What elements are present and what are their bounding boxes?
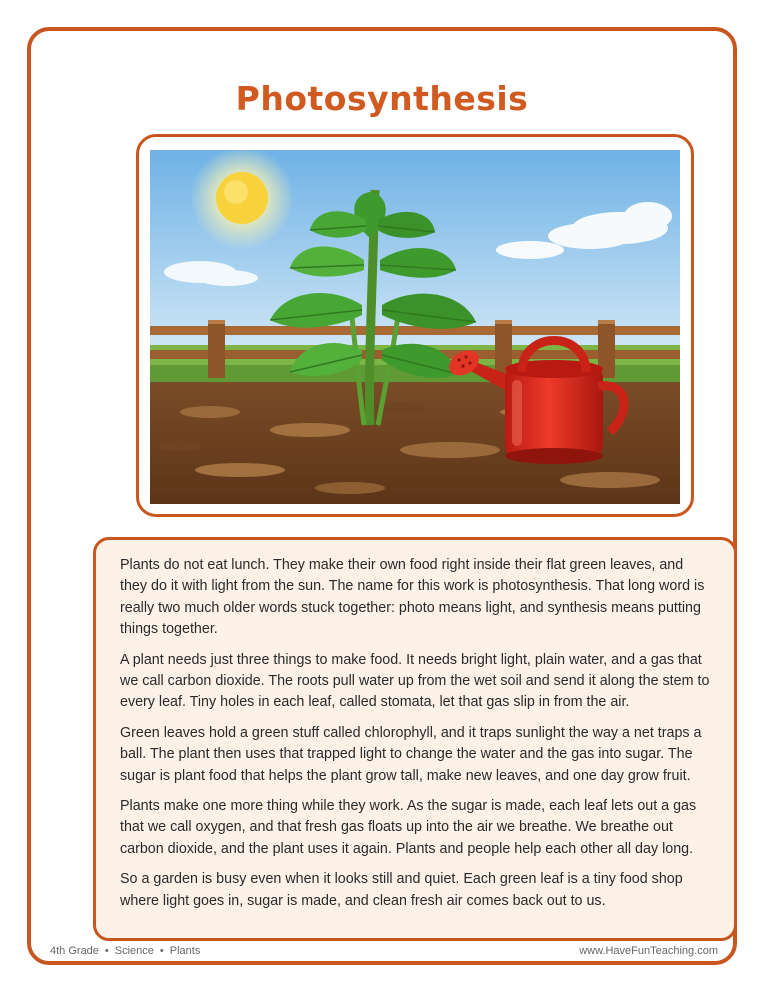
footer-website[interactable]: www.HaveFunTeaching.com — [579, 945, 718, 957]
footer-breadcrumb — [50, 945, 200, 957]
paragraph: A plant needs just three things to make food. It needs bright light, plain water, and a gas that we call carbon dioxide. The roots pull water up from the wet soil and send it along the stem to every leaf. Tiny holes in each leaf, called stomata, let that gas slip in from the air. — [120, 651, 710, 711]
footer-subject: Science — [114, 945, 154, 957]
garden-illustration — [150, 150, 680, 504]
illustration-frame — [136, 134, 694, 517]
paragraph: So a garden is busy even when it looks still and quiet. Each green leaf is a tiny food shop where light goes in, sugar is made, and clean fresh air comes back out to us. — [120, 871, 683, 909]
paragraph: Green leaves hold a green stuff called chlorophyll, and it traps sunlight the way a net traps a ball. The plant then uses that trapped light to change the water and the gas into sugar. The sugar is plant food that helps the plant grow tall, make new leaves, and one day grow fruit. — [120, 724, 702, 784]
worksheet-page — [27, 27, 737, 965]
page-title: Photosynthesis — [235, 79, 529, 118]
footer-topic: Plants — [169, 945, 201, 957]
bullet-icon: • — [104, 945, 109, 957]
reading-passage — [93, 537, 737, 941]
paragraph: Plants make one more thing while they work. As the sugar is made, each leaf lets out a gas that we call oxygen, and that fresh gas floats up into the air we breathe. We breathe out carbon dioxide, and the plant uses it again. Plants and people help each other all day long. — [120, 798, 697, 857]
paragraph: Plants do not eat lunch. They make their own food right inside their flat green leaves, and they do it with light from the sun. The name for this work is photosynthesis. That long word is really two much older words stuck together: photo means light, and synthesis means putting things together. — [120, 557, 705, 638]
bullet-icon: • — [159, 945, 164, 957]
footer-grade: 4th Grade — [50, 945, 99, 957]
sun-icon — [190, 150, 294, 250]
